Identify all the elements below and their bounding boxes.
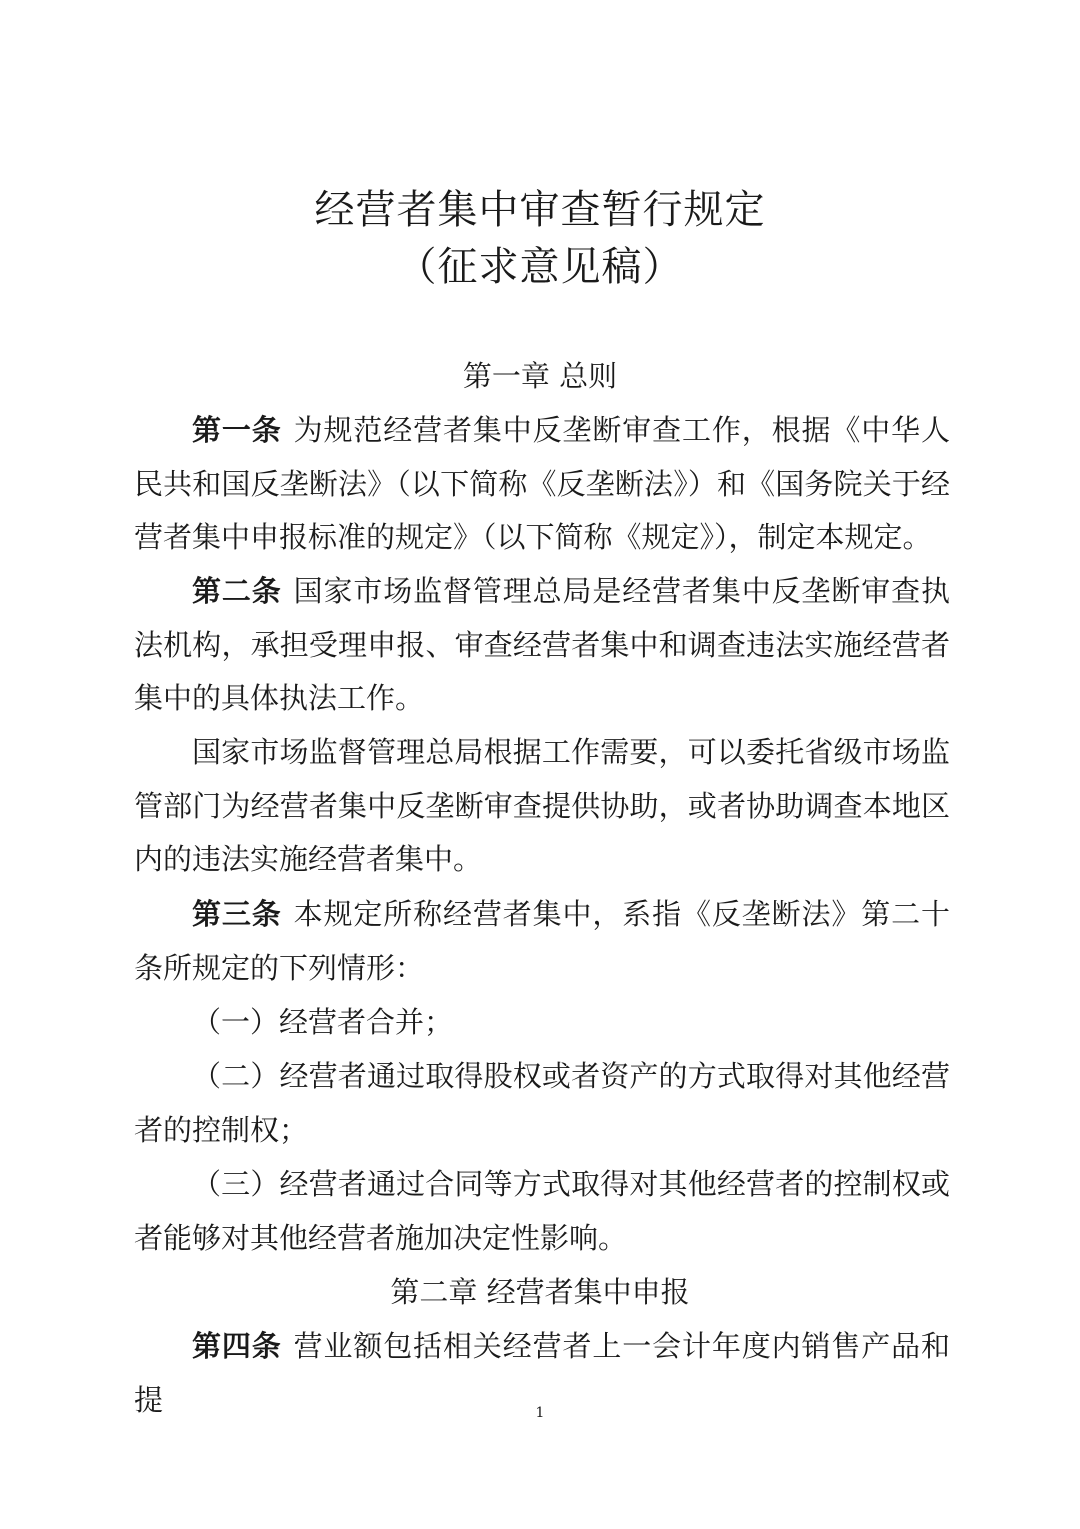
- article-2: [134, 565, 950, 726]
- article-1: [134, 404, 950, 565]
- article-4-text: 营业额包括相关经营者上一会计年度内销售产品和提: [134, 1329, 950, 1417]
- article-4-label: 第四条: [192, 1329, 282, 1363]
- chapter-1-heading: 第一章 总则: [462, 359, 618, 393]
- article-2-label: 第二条: [192, 574, 282, 608]
- article-3-item-1: （一）经营者合并；: [192, 1005, 454, 1039]
- article-1-text: 为规范经营者集中反垄断审查工作，根据《中华人民共和国反垄断法》（以下简称《反垄断法》）和《国务院关于经营者集中申报标准的规定》（以下简称《规定》），制定本规定。: [134, 413, 950, 554]
- article-3-item-2: （二）经营者通过取得股权或者资产的方式取得对其他经营者的控制权；: [134, 1059, 950, 1147]
- article-2-text: 国家市场监督管理总局是经营者集中反垄断审查执法机构，承担受理申报、审查经营者集中和调查违法实施经营者集中的具体执法工作。: [134, 574, 950, 715]
- document-subtitle: （征求意见稿）: [396, 244, 684, 290]
- article-3-item-3: （三）经营者通过合同等方式取得对其他经营者的控制权或者能够对其他经营者施加决定性影响。: [134, 1167, 950, 1255]
- article-1-label: 第一条: [192, 413, 282, 447]
- article-3-label: 第三条: [192, 897, 282, 931]
- document-title: 经营者集中审查暂行规定: [314, 187, 766, 233]
- chapter-2-heading: 第二章 经营者集中申报: [390, 1275, 690, 1309]
- article-2-paragraph-2: 国家市场监督管理总局根据工作需要，可以委托省级市场监管部门为经营者集中反垄断审查提供协助，或者协助调查本地区内的违法实施经营者集中。: [134, 735, 950, 876]
- page-number: 1: [535, 1405, 545, 1421]
- article-3-text: 本规定所称经营者集中，系指《反垄断法》第二十条所规定的下列情形：: [134, 897, 950, 985]
- article-3: [134, 888, 950, 995]
